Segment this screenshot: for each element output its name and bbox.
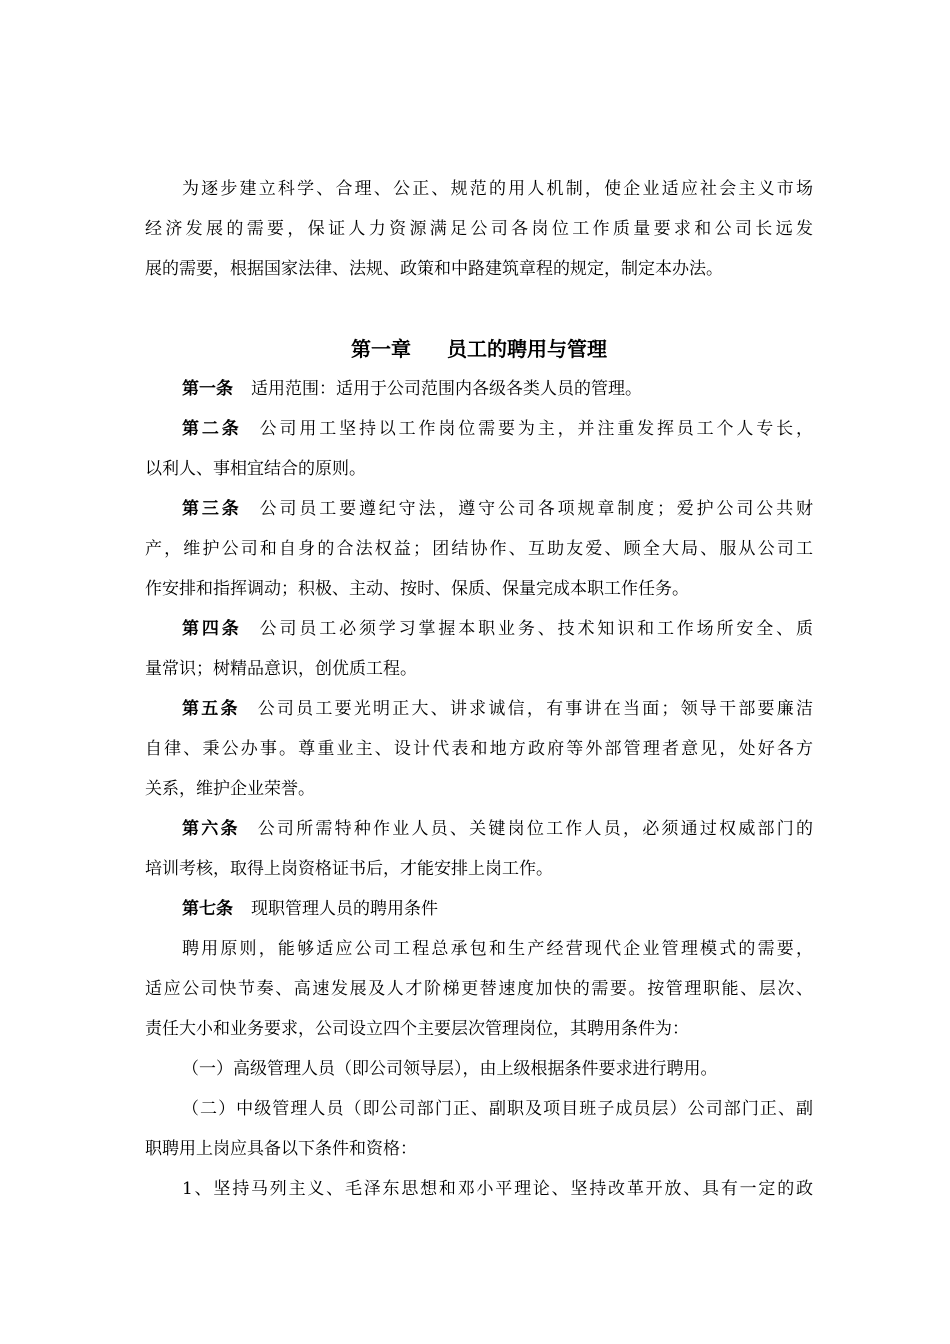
article-3-line-3: 作安排和指挥调动；积极、主动、按时、保质、保量完成本职工作任务。: [145, 579, 689, 599]
chapter-title: 员工的聘用与管理: [447, 337, 607, 361]
article-2-line-2: 以利人、事相宜结合的原则。: [145, 459, 366, 479]
article-1: [145, 378, 813, 400]
intro-line-2: 经济发展的需要，保证人力资源满足公司各岗位工作质量要求和公司长远发: [145, 219, 813, 239]
article-3-label: 第三条: [182, 499, 242, 519]
intro-line-3: 展的需要，根据国家法律、法规、政策和中路建筑章程的规定，制定本办法。: [145, 259, 723, 279]
article-4-line-1: [145, 618, 813, 640]
article-5-line-1: [145, 698, 813, 720]
principle-line-3: 责任大小和业务要求，公司设立四个主要层次管理岗位，其聘用条件为：: [145, 1019, 689, 1039]
item-senior-management: （一）高级管理人员（即公司领导层），由上级根据条件要求进行聘用。: [182, 1059, 718, 1079]
article-3-line-2: 产，维护公司和自身的合法权益；团结协作、互助友爱、顾全大局、服从公司工: [145, 539, 813, 559]
chapter-heading: [145, 336, 813, 362]
item-middle-management-line-2: 职聘用上岗应具备以下条件和资格：: [145, 1139, 417, 1159]
article-2-label: 第二条: [182, 419, 242, 439]
item-middle-management-line-1: （二）中级管理人员（即公司部门正、副职及项目班子成员层）公司部门正、副: [182, 1099, 813, 1119]
article-1-text: 适用范围：适用于公司范围内各级各类人员的管理。: [251, 379, 642, 399]
article-5-line-3: 关系，维护企业荣誉。: [145, 779, 315, 799]
article-7-label: 第七条: [182, 899, 233, 919]
article-4-line-2: 量常识；树精品意识，创优质工程。: [145, 659, 417, 679]
article-7-text: 现职管理人员的聘用条件: [251, 899, 438, 919]
article-4-text-1: 公司员工必须学习掌握本职业务、技术知识和工作场所安全、质: [259, 619, 814, 639]
chapter-number: 第一章: [351, 337, 411, 361]
article-2-line-1: [145, 418, 813, 440]
article-3-text-1: 公司员工要遵纪守法，遵守公司各项规章制度；爱护公司公共财: [259, 499, 814, 519]
intro-line-1: 为逐步建立科学、合理、公正、规范的用人机制，使企业适应社会主义市场: [182, 179, 813, 199]
article-1-label: 第一条: [182, 379, 233, 399]
article-5-text-1: 公司员工要光明正大、讲求诚信，有事讲在当面；领导干部要廉洁: [257, 699, 814, 719]
article-5-label: 第五条: [182, 699, 240, 719]
article-6-line-2: 培训考核，取得上岗资格证书后，才能安排上岗工作。: [145, 859, 553, 879]
principle-line-2: 适应公司快节奏、高速发展及人才阶梯更替速度加快的需要。按管理职能、层次、: [145, 979, 813, 999]
article-7: [145, 898, 813, 920]
article-2-text-1: 公司用工坚持以工作岗位需要为主，并注重发挥员工个人专长，: [259, 419, 814, 439]
article-6-label: 第六条: [182, 819, 240, 839]
article-3-line-1: [145, 498, 813, 520]
article-6-line-1: [145, 818, 813, 840]
article-4-label: 第四条: [182, 619, 242, 639]
article-5-line-2: 自律、秉公办事。尊重业主、设计代表和地方政府等外部管理者意见，处好各方: [145, 739, 813, 759]
principle-line-1: 聘用原则，能够适应公司工程总承包和生产经营现代企业管理模式的需要，: [182, 939, 813, 959]
article-6-text-1: 公司所需特种作业人员、关键岗位工作人员，必须通过权威部门的: [257, 819, 814, 839]
item-condition-1: 1、坚持马列主义、毛泽东思想和邓小平理论、坚持改革开放、具有一定的政: [182, 1179, 813, 1199]
